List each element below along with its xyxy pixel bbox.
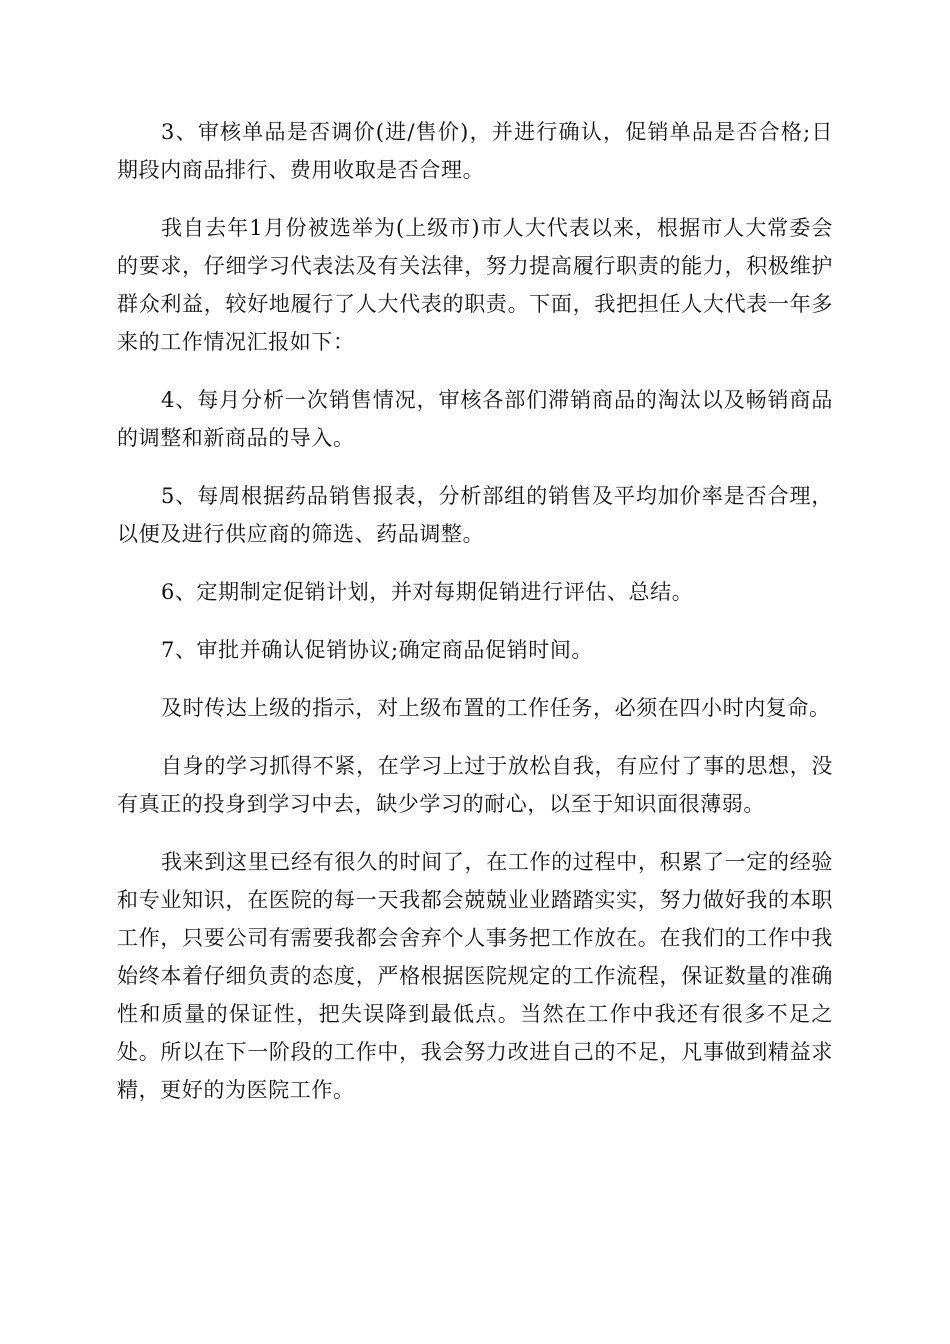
paragraph-weekly-report: 5、每周根据药品销售报表，分析部组的销售及平均加价率是否合理，以便及进行供应商的筛选、药品调整。: [117, 484, 833, 546]
paragraph-promotion-plan: 6、定期制定促销计划，并对每期促销进行评估、总结。: [161, 580, 694, 604]
paragraph-monthly-analysis: 4、每月分析一次销售情况，审核各部们滞销商品的淘汰以及畅销商品的调整和新商品的导入。: [117, 388, 833, 450]
document-body: [117, 113, 833, 1129]
paragraph-self-study: 自身的学习抓得不紧，在学习上过于放松自我，有应付了事的思想，没有真正的投身到学习中去，缺少学习的耐心，以至于知识面很薄弱。: [117, 754, 833, 816]
paragraph-work-summary: 我来到这里已经有很久的时间了，在工作的过程中，积累了一定的经验和专业知识，在医院的每一天我都会兢兢业业踏踏实实，努力做好我的本职工作，只要公司有需要我都会舍弃个人事务把工作放在。在我们的工作中我始终本着仔细负责的态度，严格根据医院规定的工作流程，保证数量的准确性和质量的保证性，把失误降到最低点。当然在工作中我还有很多不足之处。所以在下一阶段的工作中，我会努力改进自己的不足，凡事做到精益求精，更好的为医院工作。: [117, 850, 833, 1102]
paragraph-promotion-agreement: 7、审批并确认促销协议;确定商品促销时间。: [161, 638, 594, 662]
paragraph-deputy-intro: 我自去年1月份被选举为(上级市)市人大代表以来，根据市人大常委会的要求，仔细学习代表法及有关法律，努力提高履行职责的能力，积极维护群众利益，较好地履行了人大代表的职责。下面，我把担任人大代表一年多来的工作情况汇报如下：: [117, 216, 833, 354]
paragraph-review-items: 3、审核单品是否调价(进/售价)，并进行确认，促销单品是否合格;日期段内商品排行、费用收取是否合理。: [117, 120, 833, 182]
paragraph-instructions: 及时传达上级的指示，对上级布置的工作任务，必须在四小时内复命。: [161, 696, 831, 720]
